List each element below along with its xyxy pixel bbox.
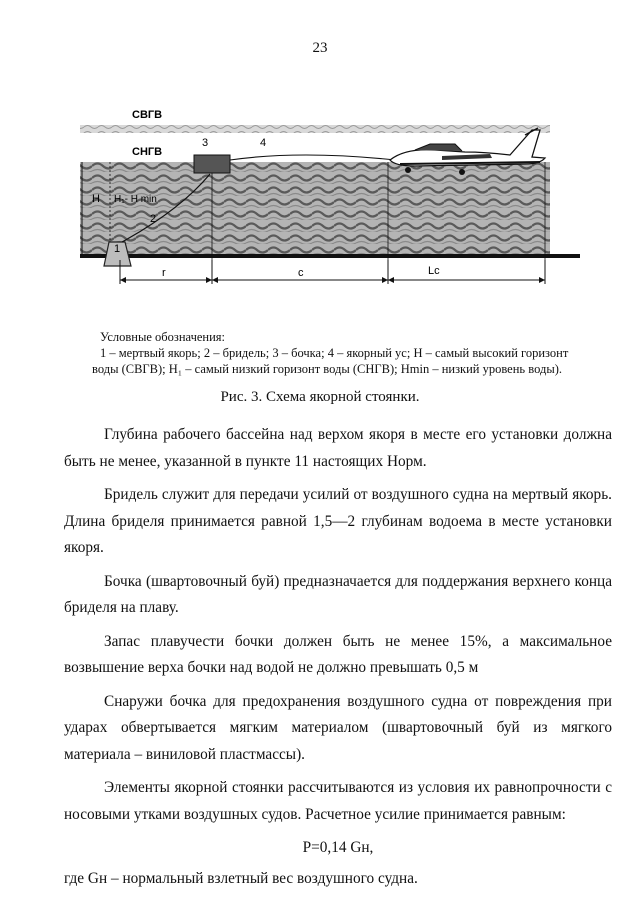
paragraph: Запас плавучести бочки должен быть не менее 15%, а максимальное возвышение верха бочки над водой не должно превышать 0,5 м xyxy=(64,632,612,676)
label-Lc: Lc xyxy=(428,265,440,277)
label-4: 4 xyxy=(260,137,267,149)
label-svgv: СВГВ xyxy=(132,109,163,121)
paragraph: Элементы якорной стоянки рассчитываются из условия их равнопрочности с носовыми утками воздушных судов. Расчетное усилие принимается равным: xyxy=(64,779,612,823)
paragraph: Снаружи бочка для предохранения воздушного судна от повреждения при ударах обвертывается мягким материалом (швартовочный буй из мягкого материала – виниловой пластмассы). xyxy=(64,692,612,763)
buoy xyxy=(194,155,230,173)
mooring-line xyxy=(230,155,395,160)
legend-line-2: воды (СВГВ); H₁ – самый низкий горизонт воды (СНГВ); Hmin – низкий уровень воды). xyxy=(92,362,563,376)
label-H: H xyxy=(92,193,100,205)
anchor-mooring-diagram xyxy=(70,100,590,300)
label-2: 2 xyxy=(150,213,157,225)
paragraph: Бридель служит для передачи усилий от воздушного судна на мертвый якорь. Длина бриделя принимается равной 1,5—2 глубинам водоема в месте установки якоря. xyxy=(64,486,612,556)
paragraph: Глубина рабочего бассейна над верхом якоря в месте его установки должна быть не менее, указанной в пункте 11 настоящих Норм. xyxy=(64,426,612,470)
label-H1-Hmin: H₁- H min xyxy=(114,194,157,205)
ground-line xyxy=(80,254,580,258)
formula: P=0,14 Gн, xyxy=(302,839,374,856)
legend-line-1: 1 – мертвый якорь; 2 – бридель; 3 – бочка; 4 – якорный ус; H – самый высокий горизонт xyxy=(100,346,569,360)
label-1: 1 xyxy=(114,243,121,255)
label-3: 3 xyxy=(202,137,209,149)
figure-legend xyxy=(92,329,600,377)
body-text xyxy=(64,422,612,899)
label-sngv: СНГВ xyxy=(132,146,163,158)
label-r: r xyxy=(162,267,166,279)
label-c: c xyxy=(298,267,304,279)
paragraph: Бочка (швартовочный буй) предназначается для поддержания верхнего конца бриделя на плаву. xyxy=(64,572,612,616)
legend-title: Условные обозначения: xyxy=(100,330,226,344)
page-number: 23 xyxy=(312,40,328,56)
figure-caption: Рис. 3. Схема якорной стоянки. xyxy=(220,389,420,405)
high-water-band xyxy=(80,125,550,133)
formula-explanation: где Gн – нормальный взлетный вес воздушного судна. xyxy=(64,869,418,887)
water-body xyxy=(80,162,550,256)
